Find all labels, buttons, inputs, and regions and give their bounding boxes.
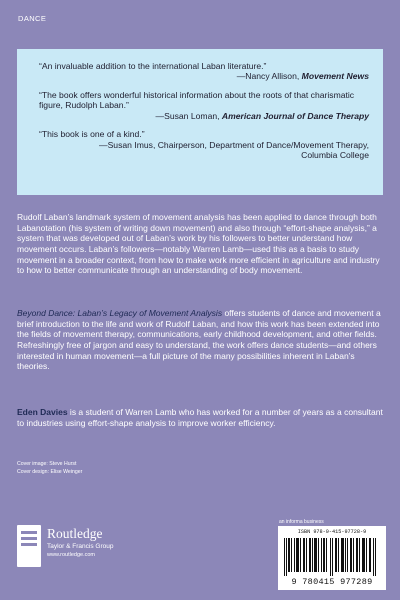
quote-source: Movement News	[301, 71, 369, 82]
review-quote-2	[39, 90, 369, 121]
quote-source: American Journal of Dance Therapy	[221, 110, 369, 121]
review-quotes-box	[17, 49, 383, 195]
author-bio	[17, 407, 383, 428]
author-name: Eden Davies	[17, 407, 68, 417]
review-quote-1	[39, 61, 369, 82]
barcode-icon	[284, 538, 380, 576]
quote-author: —Susan Loman,	[155, 110, 220, 121]
quote-author: —Susan Imus, Chairperson, Department of Dance/Movement Therapy,	[98, 139, 369, 150]
cover-design-credit: Cover design: Elise Weinger	[17, 468, 83, 475]
author-bio-text: is a student of Warren Lamb who has worked for a number of years as a consultant to industries using effort-shape analysis to improve worker efficiency.	[17, 407, 383, 428]
book-title: Beyond Dance: Laban’s Legacy of Movement Analysis	[17, 308, 223, 318]
informa-tagline: an informa business	[279, 519, 324, 525]
cover-credits	[17, 461, 82, 477]
quote-affiliation: Columbia College	[301, 150, 369, 161]
quote-attribution	[39, 111, 369, 121]
quote-attribution	[39, 71, 369, 81]
isbn-label: ISBN 978-0-415-97728-9	[297, 529, 367, 535]
cover-image-credit: Cover image: Steve Hurst	[17, 461, 77, 467]
quote-text: “The book offers wonderful historical information about the roots of that charismatic figure, Rudolph Laban.”	[39, 89, 355, 111]
quote-text: “An invaluable addition to the international Laban literature.”	[39, 61, 267, 71]
paragraph-2-text: offers students of dance and movement a brief introduction to the life and work of Rudolf Laban, and how this work has been extended into the fields of movement therapy, communications, early childhood development, and other fields. Refreshingly free of jargon and easy to understand, the work offers dance students—and others interested in human movement—a full picture of the many possibilities inherent in Laban’s theories.	[17, 308, 381, 372]
category-label: DANCE	[18, 14, 47, 23]
publisher-url: www.routledge.com	[47, 552, 95, 558]
quote-author: —Nancy Allison,	[236, 71, 300, 82]
review-quote-3	[39, 129, 369, 160]
publisher-block	[17, 519, 217, 579]
barcode-box	[278, 526, 386, 590]
quote-attribution	[39, 140, 369, 161]
routledge-r-logo-icon	[17, 525, 41, 567]
barcode-digits: 9 780415 977289	[291, 577, 373, 587]
publisher-subtitle: Taylor & Francis Group	[47, 543, 114, 550]
description-paragraph-2	[17, 308, 383, 372]
description-paragraph-1: Rudolf Laban’s landmark system of movement analysis has been applied to dance through both Labanotation (his system of writing down movement) and also through “effort-shape analysis,” a system that was developed out of Laban’s work by his followers to better understand how movement occurs. Laban’s followers—notably Warren Lamb—used this as a basis to study movement in a broader context, from how to make work more efficient in agriculture and industry to how to better communicate through an understanding of body movement.	[17, 212, 380, 276]
quote-text: “This book is one of a kind.”	[39, 129, 145, 140]
publisher-name: Routledge	[47, 526, 103, 541]
